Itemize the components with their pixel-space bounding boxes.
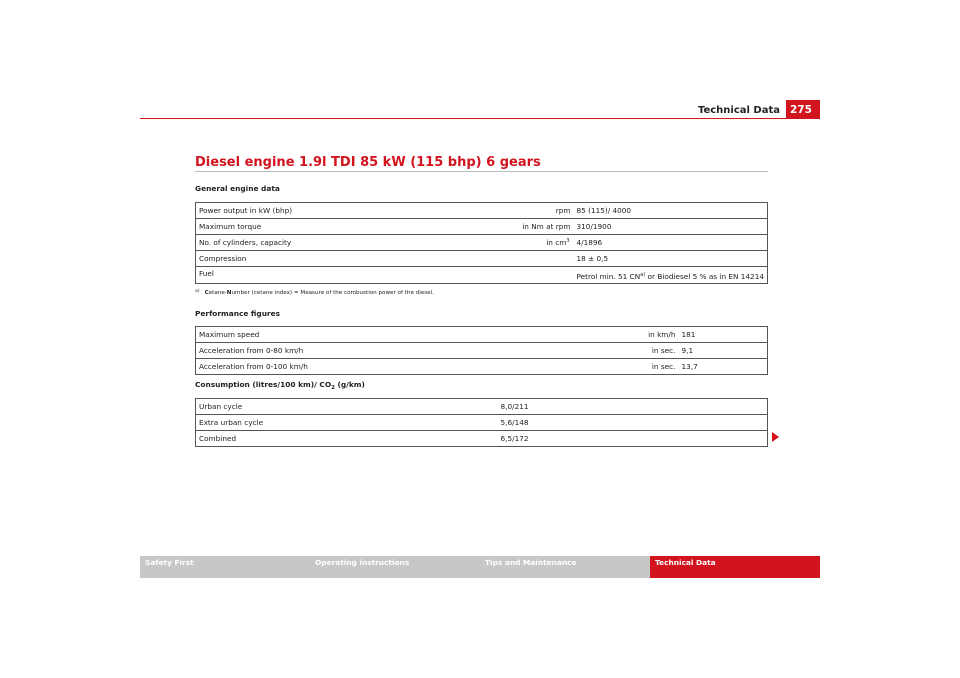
row-value: 8,0/211 — [498, 399, 768, 415]
table-row — [196, 399, 768, 415]
section-heading-performance: Performance figures — [195, 309, 281, 318]
row-unit: rpm — [425, 203, 574, 219]
footnote-etane: etane- — [208, 290, 227, 296]
table-row — [196, 415, 768, 431]
row-label: Combined — [199, 434, 237, 443]
footnote-n: N — [226, 290, 232, 296]
footnote-c: C — [204, 290, 209, 296]
footnote — [195, 287, 434, 298]
header-divider — [140, 118, 820, 119]
footnote-reference: a) — [640, 272, 646, 278]
row-label: Acceleration from 0-80 km/h — [196, 343, 486, 359]
page-title: Diesel engine 1.9l TDI 85 kW (115 bhp) 6 gears — [195, 155, 541, 170]
heading-text: Consumption (litres/100 km)/ CO — [195, 380, 332, 389]
row-label: Fuel — [199, 269, 214, 278]
footnote-mark: a) — [195, 289, 200, 294]
row-label: Power output in kW (bhp) — [196, 203, 425, 219]
table-row — [196, 267, 768, 284]
row-value: 13,7 — [681, 362, 698, 371]
next-page-arrow-icon[interactable] — [772, 432, 779, 442]
row-label: Compression — [196, 251, 425, 267]
row-value: 4/1896 — [574, 235, 768, 251]
row-unit: in Nm at rpm — [425, 219, 574, 235]
row-value: 18 ± 0,5 — [574, 251, 768, 267]
table-row — [196, 203, 768, 219]
table-row — [196, 219, 768, 235]
row-unit — [425, 251, 574, 267]
row-value: 85 (115)/ 4000 — [574, 203, 768, 219]
row-label: Maximum torque — [196, 219, 425, 235]
row-value — [574, 267, 768, 284]
footer-tab-safety-first[interactable]: Safety First — [140, 556, 310, 578]
performance-figures-table — [195, 326, 768, 375]
row-value: 9,1 — [679, 343, 768, 359]
row-label: No. of cylinders, capacity — [196, 235, 425, 251]
row-unit: in km/h — [486, 327, 679, 343]
row-label: Maximum speed — [196, 327, 486, 343]
footnote-text: umber (cetane index) = Measure of the combustion power of the diesel. — [231, 290, 434, 296]
row-label: Extra urban cycle — [196, 415, 498, 431]
table-row — [196, 343, 768, 359]
row-label: Acceleration from 0-100 km/h — [199, 362, 308, 371]
unit-superscript: 3 — [566, 238, 570, 244]
footer-tab-technical-data[interactable]: Technical Data — [650, 556, 820, 578]
row-unit: in sec. — [486, 343, 679, 359]
footer-tab-operating-instructions[interactable]: Operating instructions — [310, 556, 480, 578]
table-row — [196, 251, 768, 267]
heading-subscript: 2 — [331, 385, 335, 391]
consumption-table — [195, 398, 768, 447]
table-row — [196, 359, 768, 375]
row-unit — [425, 267, 574, 284]
row-unit: in sec. — [651, 362, 676, 371]
row-value: 5,6/148 — [498, 415, 768, 431]
table-row — [196, 327, 768, 343]
row-value: 310/1900 — [574, 219, 768, 235]
page-number-badge: 275 — [786, 100, 820, 118]
unit-text: in cm — [546, 238, 567, 247]
footer-tab-tips-and-maintenance[interactable]: Tips and Maintenance — [480, 556, 650, 578]
section-heading-general: General engine data — [195, 184, 280, 193]
value-text-rest: or Biodiesel 5 % as in EN 14214 — [645, 272, 764, 281]
row-value: 6,5/172 — [500, 434, 529, 443]
row-label: Urban cycle — [196, 399, 498, 415]
heading-text-rest: (g/km) — [334, 380, 365, 389]
table-row — [196, 235, 768, 251]
general-engine-data-table — [195, 202, 768, 284]
row-unit — [425, 235, 574, 251]
value-text: Petrol min. 51 CN — [576, 272, 641, 281]
table-row — [196, 431, 768, 447]
row-value: 181 — [679, 327, 768, 343]
title-underline — [195, 171, 768, 172]
running-header-title: Technical Data — [697, 105, 780, 116]
section-heading-consumption — [195, 380, 365, 390]
